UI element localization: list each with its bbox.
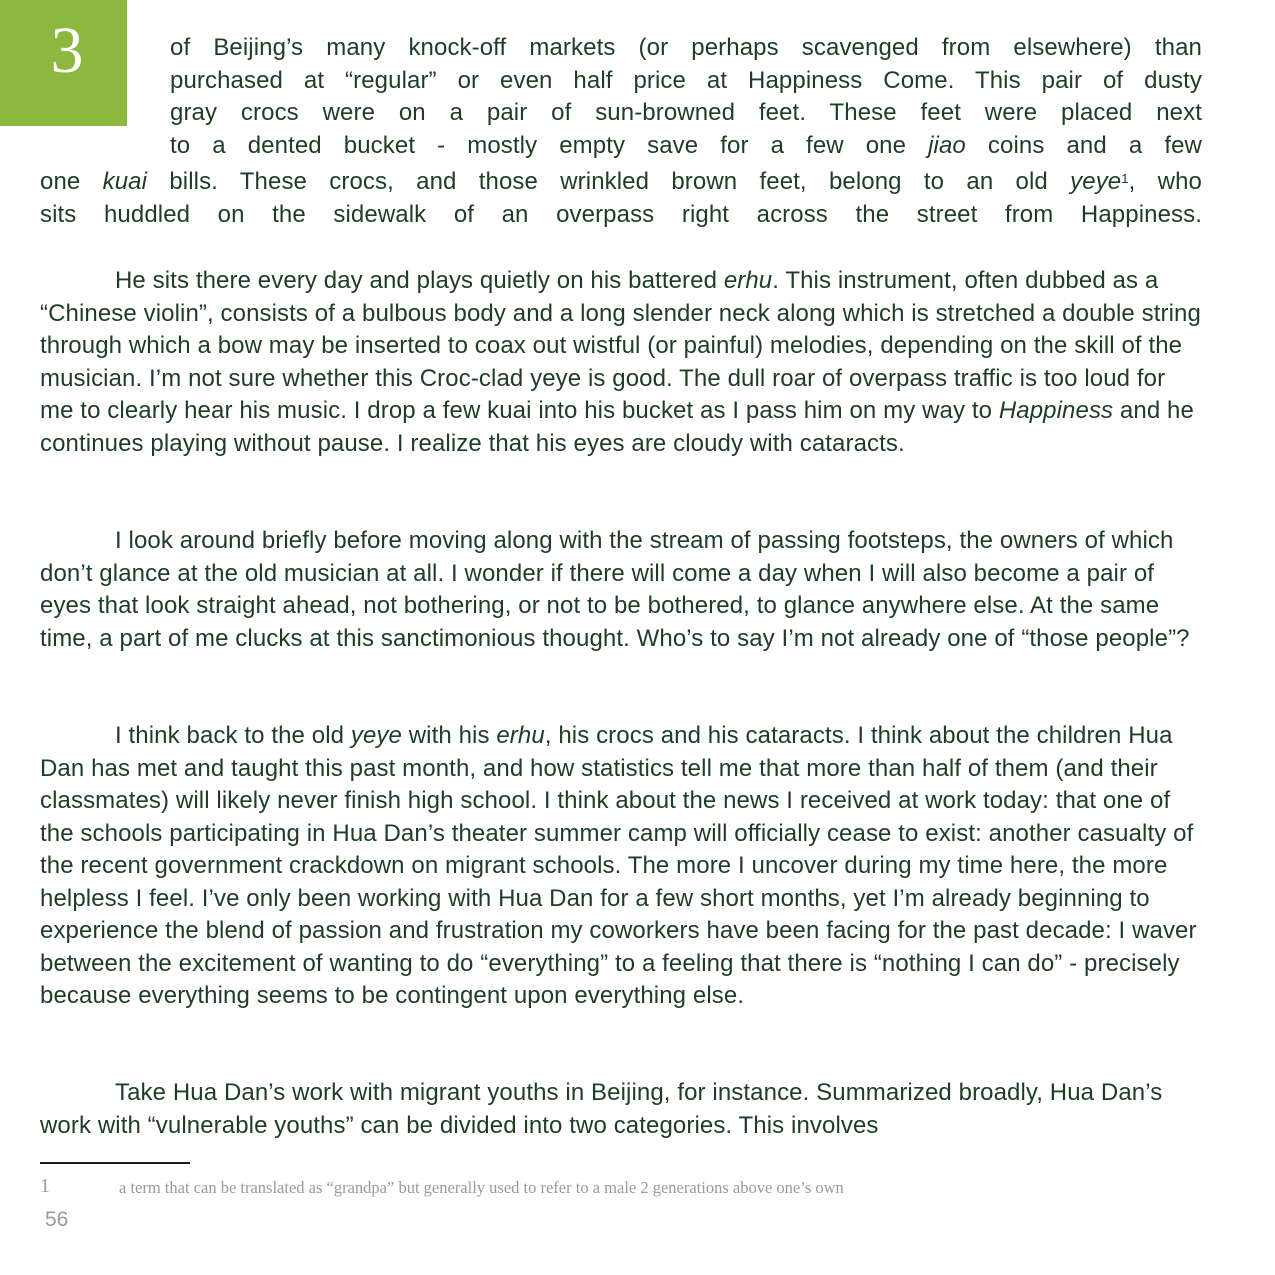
- paragraph-1-line-6: sits huddled on the sidewalk of an overpass right across the street from Happiness.: [40, 200, 1202, 228]
- footnote-ref[interactable]: 1: [1121, 171, 1129, 186]
- paragraph-5: Take Hua Dan’s work with migrant youths in Beijing, for instance. Summarized broadly, Hua Dan’s work with “vulnerable youths” can be divided into two categories. This involves: [40, 1079, 1163, 1139]
- footnote-number: 1: [40, 1175, 50, 1197]
- paragraph-1-line-5: one kuai bills. These crocs, and those wrinkled brown feet, belong to an old yeye$^1$, who: [40, 168, 1202, 195]
- footnote-divider: [40, 1162, 190, 1164]
- paragraph-4: I think back to the old yeye with his erhu, his crocs and his cataracts. I think about the children Hua Dan has met and taught this past month, and how statistics tell me that more than half of them (and their classmates) will likely never finish high school. I think about the news I received at work today: that one of the schools participating in Hua Dan’s theater summer camp will officially cease to exist: another casualty of the recent government crackdown on migrant schools. The more I uncover during my time here, the more helpless I feel. I’ve only been working with Hua Dan for a few short months, yet I’m already beginning to experience the blend of passion and frustration my coworkers have been facing for the past decade: I waver between the excitement of wanting to do “everything” to a feeling that there is “nothing I can do” - precisely because everything seems to be contingent upon everything else.: [40, 722, 1197, 1009]
- paragraph-3: I look around briefly before moving along with the stream of passing footsteps, the owners of which don’t glance at the old musician at all. I wonder if there will come a day when I will also become a pair of eyes that look straight ahead, not bothering, or not to be bothered, to glance anywhere else. At the same time, a part of me clucks at this sanctimonious thought. Who’s to say I’m not already one of “those people”?: [40, 527, 1190, 652]
- paragraph-1: [40, 32, 1202, 231]
- footnote-text: a term that can be translated as “grandpa” but generally used to refer to a male 2 generations above one’s own: [119, 1178, 844, 1197]
- paragraph-1-line-3: gray crocs were on a pair of sun-browned feet. These feet were placed next: [170, 99, 1202, 126]
- paragraph-1-line-1: of Beijing’s many knock-off markets (or perhaps scavenged from elsewhere) than: [170, 34, 1202, 61]
- paragraph-1-line-2: purchased at “regular” or even half price at Happiness Come. This pair of dusty: [170, 66, 1202, 94]
- page-number: 56: [45, 1208, 69, 1231]
- paragraph-1-line-4: to a dented bucket - mostly empty save for a few one jiao coins and a few: [170, 131, 1202, 159]
- chapter-number: 3: [50, 14, 84, 87]
- paragraph-2: He sits there every day and plays quietly on his battered erhu. This instrument, often dubbed as a “Chinese violin”, consists of a bulbous body and a long slender neck along which is stretched a double string through which a bow may be inserted to coax out wistful (or painful) melodies, depending on the skill of the musician. I’m not sure whether this Croc-clad yeye is good. The dull roar of overpass traffic is too loud for me to clearly hear his music. I drop a few kuai into his bucket as I pass him on my way to Happiness and he continues playing without pause. I realize that his eyes are cloudy with cataracts.: [40, 267, 1201, 457]
